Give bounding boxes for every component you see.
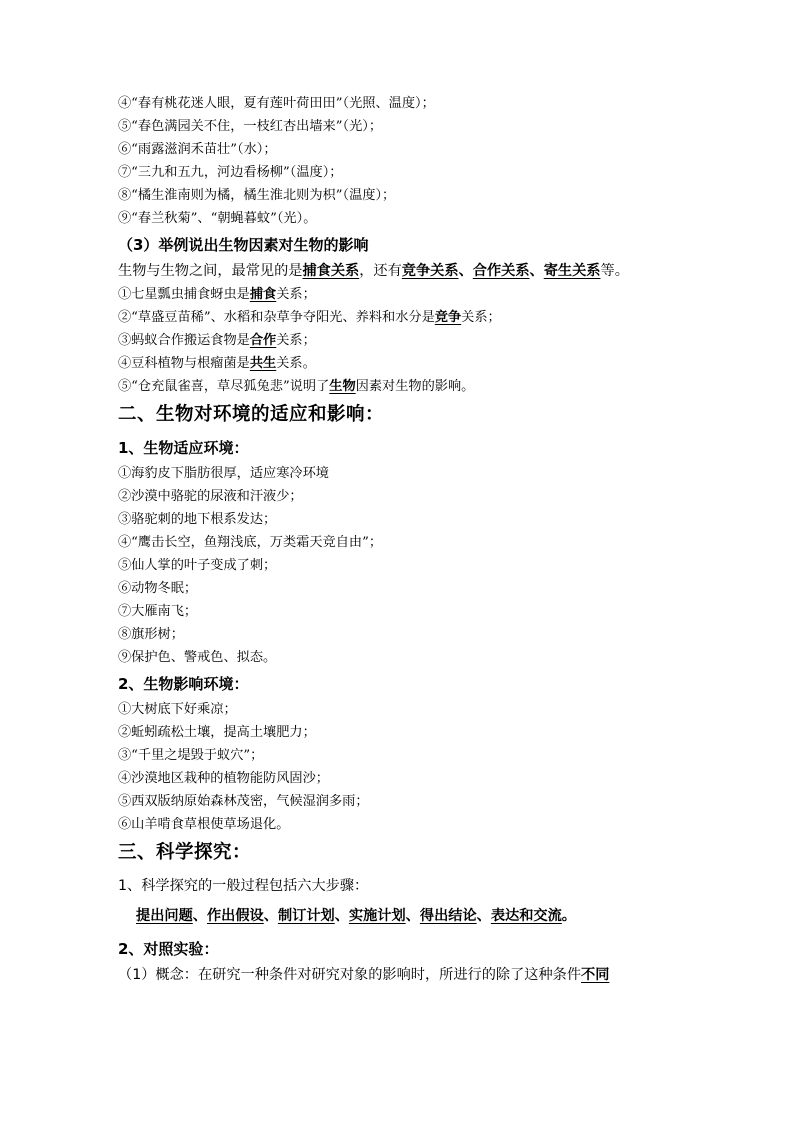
list-item: ④“春有桃花迷人眼，夏有莲叶荷田田”（光照、温度）； bbox=[118, 96, 435, 111]
subsection-heading-control-experiment: 2、对照实验： bbox=[118, 940, 219, 958]
item-text: 因素对生物的影响。 bbox=[355, 379, 475, 394]
separator: 、 bbox=[263, 908, 278, 924]
period: 。 bbox=[561, 908, 576, 924]
list-item bbox=[118, 375, 688, 398]
step-communicate: 表达和交流 bbox=[490, 908, 562, 924]
list-item: ③“千里之堤毁于蚁穴”； bbox=[118, 748, 264, 763]
keyword-predation: 捕食关系 bbox=[302, 263, 360, 279]
item-keyword: 合作 bbox=[249, 333, 277, 348]
separator: 、 bbox=[192, 908, 207, 924]
separator: 、 bbox=[529, 263, 544, 279]
list-item: ⑥山羊啃食草根使草场退化。 bbox=[118, 817, 290, 832]
list-item bbox=[118, 352, 688, 375]
list-item: ②沙漠中骆驼的尿液和汗液少； bbox=[118, 489, 303, 504]
document-page bbox=[118, 92, 688, 987]
list-item: ⑧旗形树； bbox=[118, 627, 184, 642]
section-heading-inquiry: 三、科学探究： bbox=[118, 842, 252, 863]
subsection-heading-adapt: 1、生物适应环境： bbox=[118, 439, 249, 457]
intro-text: 等。 bbox=[600, 263, 629, 279]
list-item: ②蚯蚓疏松土壤，提高土壤肥力； bbox=[118, 725, 316, 740]
inquiry-steps-intro: 1、科学探究的一般过程包括六大步骤： bbox=[118, 878, 369, 894]
item-keyword: 捕食 bbox=[249, 287, 277, 302]
item-text: 关系； bbox=[276, 333, 316, 348]
keyword-competition: 竞争关系 bbox=[401, 263, 459, 279]
control-experiment-concept bbox=[118, 963, 688, 987]
list-item: ③骆驼刺的地下根系发达； bbox=[118, 512, 277, 527]
item-keyword: 生物 bbox=[329, 379, 356, 394]
step-conclude: 得出结论 bbox=[419, 908, 477, 924]
keyword-cooperation: 合作关系 bbox=[472, 263, 530, 279]
biotic-relations-intro bbox=[118, 259, 688, 283]
separator: 、 bbox=[334, 908, 349, 924]
concept-keyword: 不同 bbox=[581, 967, 610, 983]
list-item: ⑨保护色、警戒色、拟态。 bbox=[118, 650, 277, 665]
affect-list bbox=[118, 698, 688, 836]
keyword-parasitism: 寄生关系 bbox=[543, 263, 601, 279]
list-item bbox=[118, 329, 688, 352]
list-item: ⑦“三九和五九，河边看杨柳”（温度）； bbox=[118, 165, 343, 180]
list-item: ⑦大雁南飞； bbox=[118, 604, 198, 619]
environment-factor-poems-list bbox=[118, 92, 688, 230]
item-text: ④豆科植物与根瘤菌是 bbox=[118, 356, 250, 371]
list-item: ①大树底下好乘凉； bbox=[118, 702, 237, 717]
item-text: ②“草盛豆苗稀”、水稻和杂草争夺阳光、养料和水分是 bbox=[118, 310, 435, 325]
item-text: ①七星瓢虫捕食蚜虫是 bbox=[118, 287, 250, 302]
list-item: ⑨“春兰秋菊”、“朝蝇暮蚊”（光）。 bbox=[118, 211, 317, 226]
intro-text: ，还有 bbox=[359, 263, 402, 279]
separator: 、 bbox=[405, 908, 420, 924]
biotic-relations-list bbox=[118, 283, 688, 398]
list-item bbox=[118, 306, 688, 329]
list-item: ④沙漠地区栽种的植物能防风固沙； bbox=[118, 771, 329, 786]
item-text: ③蚂蚁合作搬运食物是 bbox=[118, 333, 250, 348]
list-item bbox=[118, 283, 688, 306]
list-item: ④“鹰击长空，鱼翔浅底，万类霜天竞自由”； bbox=[118, 535, 383, 550]
list-item: ①海豹皮下脂肪很厚，适应寒冷环境 bbox=[118, 466, 329, 481]
adaptation-list bbox=[118, 462, 688, 669]
list-item: ⑥动物冬眠； bbox=[118, 581, 198, 596]
item-text: ⑤“仓充鼠雀喜，草尽狐兔悲”说明了 bbox=[118, 379, 330, 394]
step-plan: 制订计划 bbox=[277, 908, 335, 924]
separator: 、 bbox=[476, 908, 491, 924]
concept-text: （1）概念：在研究一种条件对研究对象的影响时，所进行的除了这种条件 bbox=[118, 967, 582, 983]
item-keyword: 竞争 bbox=[434, 310, 462, 325]
section-heading-adaptation: 二、生物对环境的适应和影响： bbox=[118, 404, 385, 425]
separator: 、 bbox=[458, 263, 473, 279]
item-text: 关系； bbox=[461, 310, 501, 325]
item-text: 关系。 bbox=[276, 356, 316, 371]
list-item: ⑤“春色满园关不住，一枝红杏出墙来”（光）； bbox=[118, 119, 383, 134]
subsection-heading-affect: 2、生物影响环境： bbox=[118, 675, 249, 693]
list-item: ⑤仙人掌的叶子变成了刺； bbox=[118, 558, 277, 573]
item-keyword: 共生 bbox=[249, 356, 277, 371]
step-execute: 实施计划 bbox=[348, 908, 406, 924]
step-ask-question: 提出问题 bbox=[136, 908, 193, 924]
list-item: ⑧“橘生淮南则为橘，橘生淮北则为枳”（温度）； bbox=[118, 188, 396, 203]
list-item: ⑤西双版纳原始森林茂密，气候湿润多雨； bbox=[118, 794, 369, 809]
subsection-heading-biotic-factors: （3）举例说出生物因素对生物的影响 bbox=[118, 236, 369, 254]
inquiry-steps bbox=[118, 904, 688, 928]
item-text: 关系； bbox=[276, 287, 316, 302]
step-hypothesis: 作出假设 bbox=[206, 908, 264, 924]
intro-text: 生物与生物之间，最常见的是 bbox=[118, 263, 303, 279]
list-item: ⑥“雨露滋润禾苗壮”（水）； bbox=[118, 142, 277, 157]
